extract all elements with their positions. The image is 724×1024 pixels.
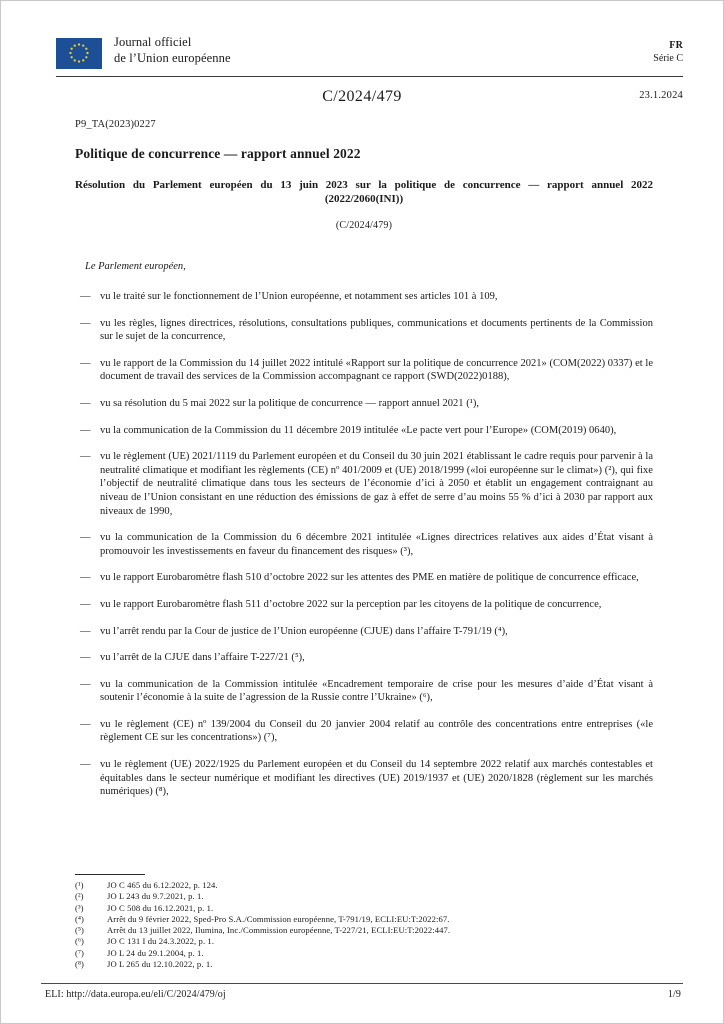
footnote-row — [75, 891, 683, 902]
list-item — [75, 450, 653, 518]
list-item — [75, 317, 653, 344]
em-dash-marker: — — [80, 625, 91, 637]
footnote-marker: (³) — [75, 902, 84, 913]
footnote-text: JO L 243 du 9.7.2021, p. 1. — [107, 891, 204, 902]
list-item — [75, 718, 653, 745]
list-item — [75, 598, 653, 612]
em-dash-marker: — — [80, 572, 91, 584]
recital-text: vu sa résolution du 5 mai 2022 sur la politique de concurrence — rapport annuel 2021 (¹), — [100, 397, 480, 409]
recital-text: vu l’arrêt rendu par la Cour de justice de l’Union européenne (CJUE) dans l’affaire T-791/19 (⁴), — [100, 625, 508, 637]
language-code: FR — [669, 40, 683, 51]
footnote-text: Arrêt du 9 février 2022, Sped-Pro S.A./Commission européenne, T-791/19, ECLI:EU:T:2022:67. — [107, 913, 450, 924]
footnote-text: JO L 24 du 29.1.2004, p. 1. — [107, 947, 204, 958]
footnote-row — [75, 925, 683, 936]
list-item — [75, 290, 653, 304]
em-dash-marker: — — [80, 424, 91, 436]
footnote-row — [75, 948, 683, 959]
ta-reference: P9_TA(2023)0227 — [75, 119, 156, 130]
em-dash-marker: — — [80, 718, 91, 730]
footnote-marker: (¹) — [75, 880, 84, 890]
list-item — [75, 758, 653, 799]
footnote-row — [75, 914, 683, 925]
document-body — [75, 119, 653, 812]
document-subtitle-line1: Résolution du Parlement européen du 13 juin 2023 sur la politique de concurrence — rapport annuel 2022 — [75, 179, 653, 191]
footnote-marker: (⁷) — [75, 947, 85, 958]
recital-text: vu la communication de la Commission du 11 décembre 2019 intitulée «Le pacte vert pour l’Europe» (COM(2019) 0640), — [100, 424, 617, 436]
masthead-divider — [56, 76, 683, 77]
recital-text: vu le traité sur le fonctionnement de l’Union européenne, et notamment ses articles 101 à 109, — [100, 291, 498, 302]
list-item — [75, 357, 653, 384]
footnote-row — [75, 936, 683, 947]
masthead-title — [114, 35, 231, 66]
footnotes-block — [75, 880, 683, 970]
page-title: Politique de concurrence — rapport annuel 2022 — [75, 146, 361, 161]
em-dash-marker: — — [80, 678, 91, 690]
footnote-text: Arrêt du 13 juillet 2022, Ilumina, Inc./Commission européenne, T-227/21, ECLI:EU:T:2022:447. — [107, 925, 451, 936]
em-dash-marker: — — [80, 652, 91, 664]
em-dash-marker: — — [80, 317, 91, 329]
em-dash-marker: — — [80, 759, 91, 771]
recital-text: vu l’arrêt de la CJUE dans l’affaire T-227/21 (⁵), — [100, 652, 305, 664]
series-label: Série C — [653, 53, 683, 64]
recital-text: vu le rapport de la Commission du 14 juillet 2022 intitulé «Rapport sur la politique de concurrence 2021» (COM(2022) 0337) et le document de travail des services de la Commission accompagnant ce rapport (SWD(2022)0188), — [100, 357, 653, 383]
footnote-text: JO C 465 du 6.12.2022, p. 124. — [107, 880, 218, 890]
list-item — [75, 571, 653, 585]
document-subtitle — [75, 178, 653, 206]
em-dash-marker: — — [80, 451, 91, 463]
document-subtitle-line2: (2022/2060(INI)) — [324, 193, 404, 205]
list-item — [75, 678, 653, 705]
document-identifier: (C/2024/479) — [335, 220, 393, 231]
footnote-marker: (⁴) — [75, 913, 85, 924]
recital-text: vu le rapport Eurobaromètre flash 511 d’octobre 2022 sur la perception par les citoyens de la politique de concurrence, — [100, 598, 602, 610]
recital-text: vu le règlement (CE) nº 139/2004 du Conseil du 20 janvier 2004 relatif au contrôle des concentrations entre entreprises («le règlement CE sur les concentrations») (⁷), — [100, 718, 653, 744]
em-dash-marker: — — [80, 598, 91, 610]
recital-text: vu les règles, lignes directrices, résolutions, consultations publiques, communications et documents pertinents de la Commission sur le sujet de la concurrence, — [100, 317, 653, 343]
footnote-marker: (⁵) — [75, 925, 85, 936]
masthead-language-series — [653, 39, 683, 65]
masthead — [56, 37, 683, 71]
footnote-text: JO C 131 I du 24.3.2022, p. 1. — [107, 936, 215, 947]
footnote-text: JO L 265 du 12.10.2022, p. 1. — [107, 959, 213, 970]
footnote-marker: (²) — [75, 891, 84, 902]
footnote-row — [75, 959, 683, 970]
list-item — [75, 625, 653, 639]
list-item — [75, 531, 653, 558]
recital-text: vu le rapport Eurobaromètre flash 510 d’octobre 2022 sur les attentes des PME en matière de politique de concurrence efficace, — [100, 572, 639, 584]
em-dash-marker: — — [80, 397, 91, 409]
masthead-title-line1: Journal officiel — [114, 35, 192, 49]
footnote-marker: (⁶) — [75, 936, 85, 947]
document-number: C/2024/479 — [322, 88, 402, 105]
page-number: 1/9 — [667, 989, 681, 1000]
recitals-list — [75, 290, 653, 799]
footer-divider — [41, 983, 683, 984]
preamble-text: Le Parlement européen, — [85, 261, 186, 272]
recital-text: vu le règlement (UE) 2021/1119 du Parlement européen et du Conseil du 30 juin 2021 établissant le cadre requis pour parvenir à la neutralité climatique et modifiant les règlements (CE) nº 401/2009 et (UE) 2018/1999 («loi européenne sur le climat») (²), qui fixe l’objectif de neutralité climatique dans tous les secteurs de l’économie d’ici à 2050 et établit un engagement contraignant au niveau de l’Union consistant en une réduction des émissions de gaz à effet de serre d’au moins 55 % d’ici à 2030 par rapport aux niveaux de 1990, — [100, 451, 653, 517]
masthead-title-line2: de l’Union européenne — [114, 50, 231, 65]
footnote-text: JO C 508 du 16.12.2021, p. 1. — [107, 902, 214, 913]
recital-text: vu la communication de la Commission du 6 décembre 2021 intitulée «Lignes directrices relatives aux aides d’État visant à promouvoir les investissements en faveur du financement des risques» (³), — [100, 532, 653, 557]
publication-date: 23.1.2024 — [639, 90, 683, 101]
footnote-row — [75, 903, 683, 914]
list-item — [75, 651, 653, 665]
list-item — [75, 397, 653, 411]
list-item — [75, 424, 653, 438]
footnote-divider — [75, 874, 145, 875]
eli-link[interactable]: ELI: http://data.europa.eu/eli/C/2024/479/oj — [45, 989, 226, 1000]
em-dash-marker: — — [80, 357, 91, 369]
eu-flag-icon — [56, 38, 102, 69]
em-dash-marker: — — [80, 532, 91, 544]
recital-text: vu la communication de la Commission intitulée «Encadrement temporaire de crise pour les mesures d’aide d’État visant à soutenir l’économie à la suite de l’agression de la Russie contre l’Ukraine» (⁶), — [100, 678, 653, 704]
em-dash-marker: — — [80, 291, 91, 302]
footnote-marker: (⁸) — [75, 959, 85, 970]
recital-text: vu le règlement (UE) 2022/1925 du Parlement européen et du Conseil du 14 septembre 2022 relatif aux marchés contestables et équitables dans le secteur numérique et modifiant les directives (UE) 2019/1937 et (UE) 2020/1828 (règlement sur les marchés numériques) (⁸), — [100, 759, 653, 798]
footnote-row — [75, 880, 683, 891]
